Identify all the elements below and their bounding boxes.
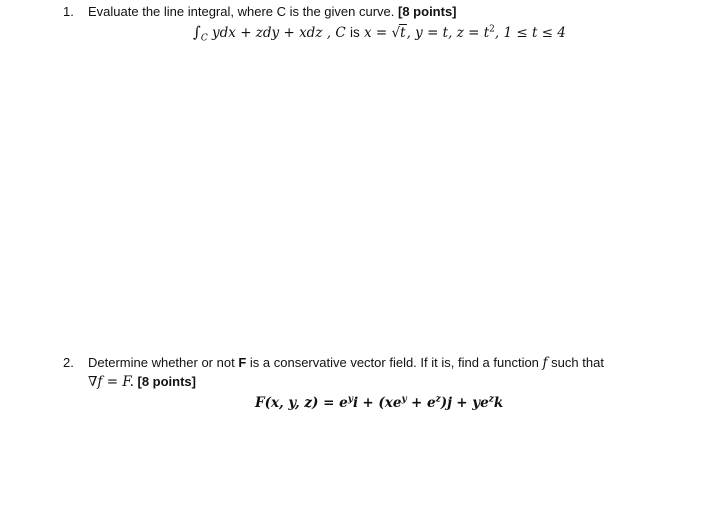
integral-subscript: C [200,33,208,44]
exp-y-1: y [347,394,353,405]
sqrt-t [392,24,407,41]
q2-prompt-mid: is a conservative vector field. If it is, find a function [249,355,539,370]
exp-y-2: y [401,394,407,405]
q1-number: 1. [63,4,74,19]
q1-prompt: Evaluate the line integral, where C is the given curve. [88,4,395,19]
exp-z-2: z [488,394,494,405]
z-exponent: 2 [489,24,495,35]
q2-prompt-end: such that [551,355,604,370]
z-equals: z = t [456,25,490,41]
x-equals: x = [364,25,388,41]
field-term-2: + (xe [362,395,402,411]
q2-grad-line [88,374,196,390]
sqrt-symbol: √ [391,25,401,41]
field-term-4: + ye [456,395,489,411]
q2-points: [8 points] [137,374,196,389]
grad-equation: ∇f = F. [88,374,134,390]
t-range: , 1 ≤ t ≤ 4 [494,25,566,41]
q2-field-equation [255,395,503,411]
q2-f: f [542,355,548,371]
unit-k: k [493,395,504,411]
field-lhs: F(x, y, z) = e [255,395,348,411]
q2-F: F [238,355,247,370]
q1-equation [193,23,566,44]
y-equals: , y = t, [406,25,453,41]
is-word: is [349,25,360,40]
unit-j: )j [440,395,452,411]
exp-z-1: z [435,394,441,405]
integral-symbol: ∫ [193,23,201,41]
integrand: ydx + zdy + xdz , [212,25,332,41]
q1-prompt-line [88,4,457,19]
q2-number: 2. [63,355,74,370]
q2-prompt-line [88,355,604,371]
field-term-3: + e [410,395,436,411]
sqrt-argument: t [400,25,406,41]
unit-i: i [352,395,359,411]
q1-points: [8 points] [398,4,457,19]
q2-prompt-start: Determine whether or not [88,355,235,370]
curve-var: C [335,25,346,41]
